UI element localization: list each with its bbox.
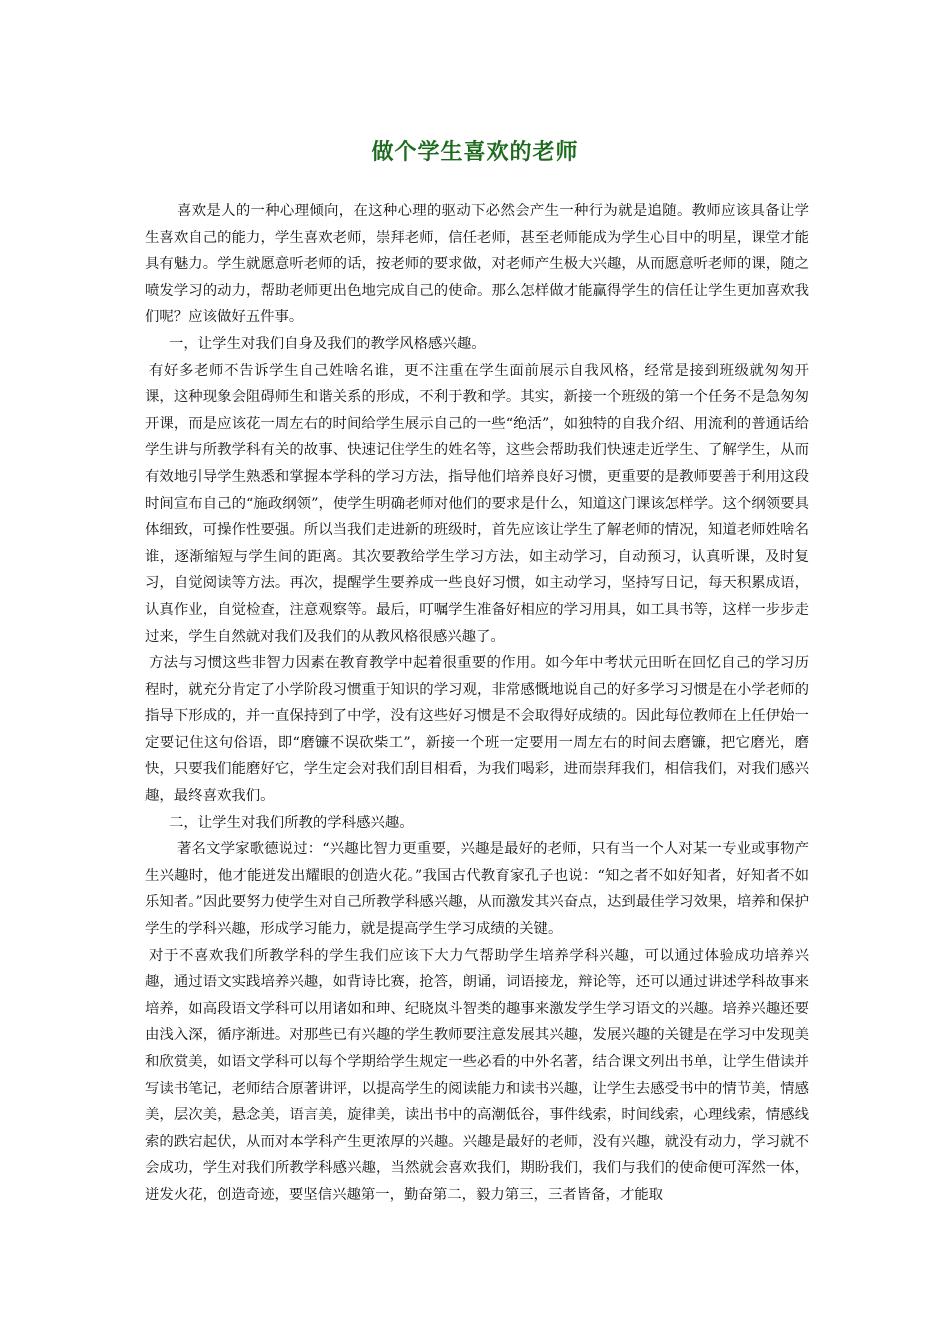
paragraph-section-2-quote: 著名文学家歌德说过：“兴趣比智力更重要，兴趣是最好的老师，只有当一个人对某一专业或事物产生兴趣时，他才能迸发出耀眼的创造火花。”我国古代教育家孔子也说：“知之者不如好知者，好知者不如乐知者。”因此要努力使学生对自己所教学科感兴趣，从而激发其兴奋点，达到最佳学习效果，培养和保护学生的学科兴趣，形成学习能力，就是提高学生学习成绩的关键。	[145, 841, 809, 938]
section-heading-1: 一，让学生对我们自身及我们的教学风格感兴趣。	[169, 335, 486, 352]
paragraph-intro: 喜欢是人的一种心理倾向，在这种心理的驱动下必然会产生一种行为就是追随。教师应该具备让学生喜欢自己的能力，学生喜欢老师，崇拜老师，信任老师，甚至老师能成为学生心目中的明星，课堂才能具有魅力。学生就愿意听老师的话，按老师的要求做，对老师产生极大兴趣，从而愿意听老师的课，随之喷发学习的动力，帮助老师更出色地完成自己的使命。那么怎样做才能赢得学生的信任让学生更加喜欢我们呢？应该做好五件事。	[145, 203, 809, 326]
document-title: 做个学生喜欢的老师	[371, 138, 579, 165]
document-body	[145, 198, 809, 1209]
section-heading-2: 二，让学生对我们所教的学科感兴趣。	[169, 814, 414, 831]
paragraph-section-1-methods: 有好多老师不告诉学生自己姓啥名谁，更不注重在学生面前展示自我风格，经常是接到班级就匆匆开课，这种现象会阻碍师生和谐关系的形成，不利于教和学。其实，新接一个班级的第一个任务不是急匆匆开课，而是应该花一周左右的时间给学生展示自己的一些“绝活”，如独特的自我介绍、用流利的普通话给学生讲与所教学科有关的故事、快速记住学生的姓名等，这些会帮助我们快速走近学生、了解学生，从而有效地引导学生熟悉和掌握本学科的学习方法，指导他们培养良好习惯，更重要的是教师要善于利用这段时间宣布自己的“施政纲领”，使学生明确老师对他们的要求是什么，知道这门课该怎样学。这个纲领要具体细致，可操作性要强。所以当我们走进新的班级时，首先应该让学生了解老师的情况，知道老师姓啥名谁，逐渐缩短与学生间的距离。其次要教给学生学习方法，如主动学习，自动预习，认真听课，及时复习，自觉阅读等方法。再次，提醒学生要养成一些良好习惯，如主动学习，坚持写日记，每天积累成语，认真作业，自觉检查，注意观察等。最后，叮嘱学生准备好相应的学习用具，如工具书等，这样一步步走过来，学生自然就对我们及我们的从教风格很感兴趣了。	[145, 362, 809, 645]
paragraph-section-1-habits: 方法与习惯这些非智力因素在教育教学中起着很重要的作用。如今年中考状元田昕在回忆自己的学习历程时，就充分肯定了小学阶段习惯重于知识的学习观，非常感慨地说自己的好多学习习惯是在小学老师的指导下形成的，并一直保持到了中学，没有这些好习惯是不会取得好成绩的。因此每位教师在上任伊始一定要记住这句俗语，即“磨镰不误砍柴工”，新接一个班一定要用一周左右的时间去磨镰，把它磨光，磨快，只要我们能磨好它，学生定会对我们刮目相看，为我们喝彩，进而崇拜我们，相信我们，对我们感兴趣，最终喜欢我们。	[145, 655, 809, 805]
paragraph-section-2-interest: 对于不喜欢我们所教学科的学生我们应该下大力气帮助学生培养学科兴趣，可以通过体验成功培养兴趣，通过语文实践培养兴趣，如背诗比赛，抢答，朗诵，词语接龙，辩论等，还可以通过讲述学科故事来培养，如高段语文学科可以用诸如和珅、纪晓岚斗智类的趣事来激发学生学习语文的兴趣。培养兴趣还要由浅入深，循序渐进。对那些已有兴趣的学生教师要注意发展其兴趣，发展兴趣的关键是在学习中发现美和欣赏美，如语文学科可以每个学期给学生规定一些必看的中外名著，结合课文列出书单，让学生借读并写读书笔记，老师结合原著讲评，以提高学生的阅读能力和读书兴趣，让学生去感受书中的情节美，情感美，层次美，悬念美，语言美，旋律美，读出书中的高潮低谷，事件线索，时间线索，心理线索，情感线索的跌宕起伏，从而对本学科产生更浓厚的兴趣。兴趣是最好的老师，没有兴趣，就没有动力，学习就不会成功，学生对我们所教学科感兴趣，当然就会喜欢我们，期盼我们，我们与我们的使命便可浑然一体，迸发火花，创造奇迹，要坚信兴趣第一，勤奋第二，毅力第三，三者皆备，才能取	[145, 947, 809, 1203]
